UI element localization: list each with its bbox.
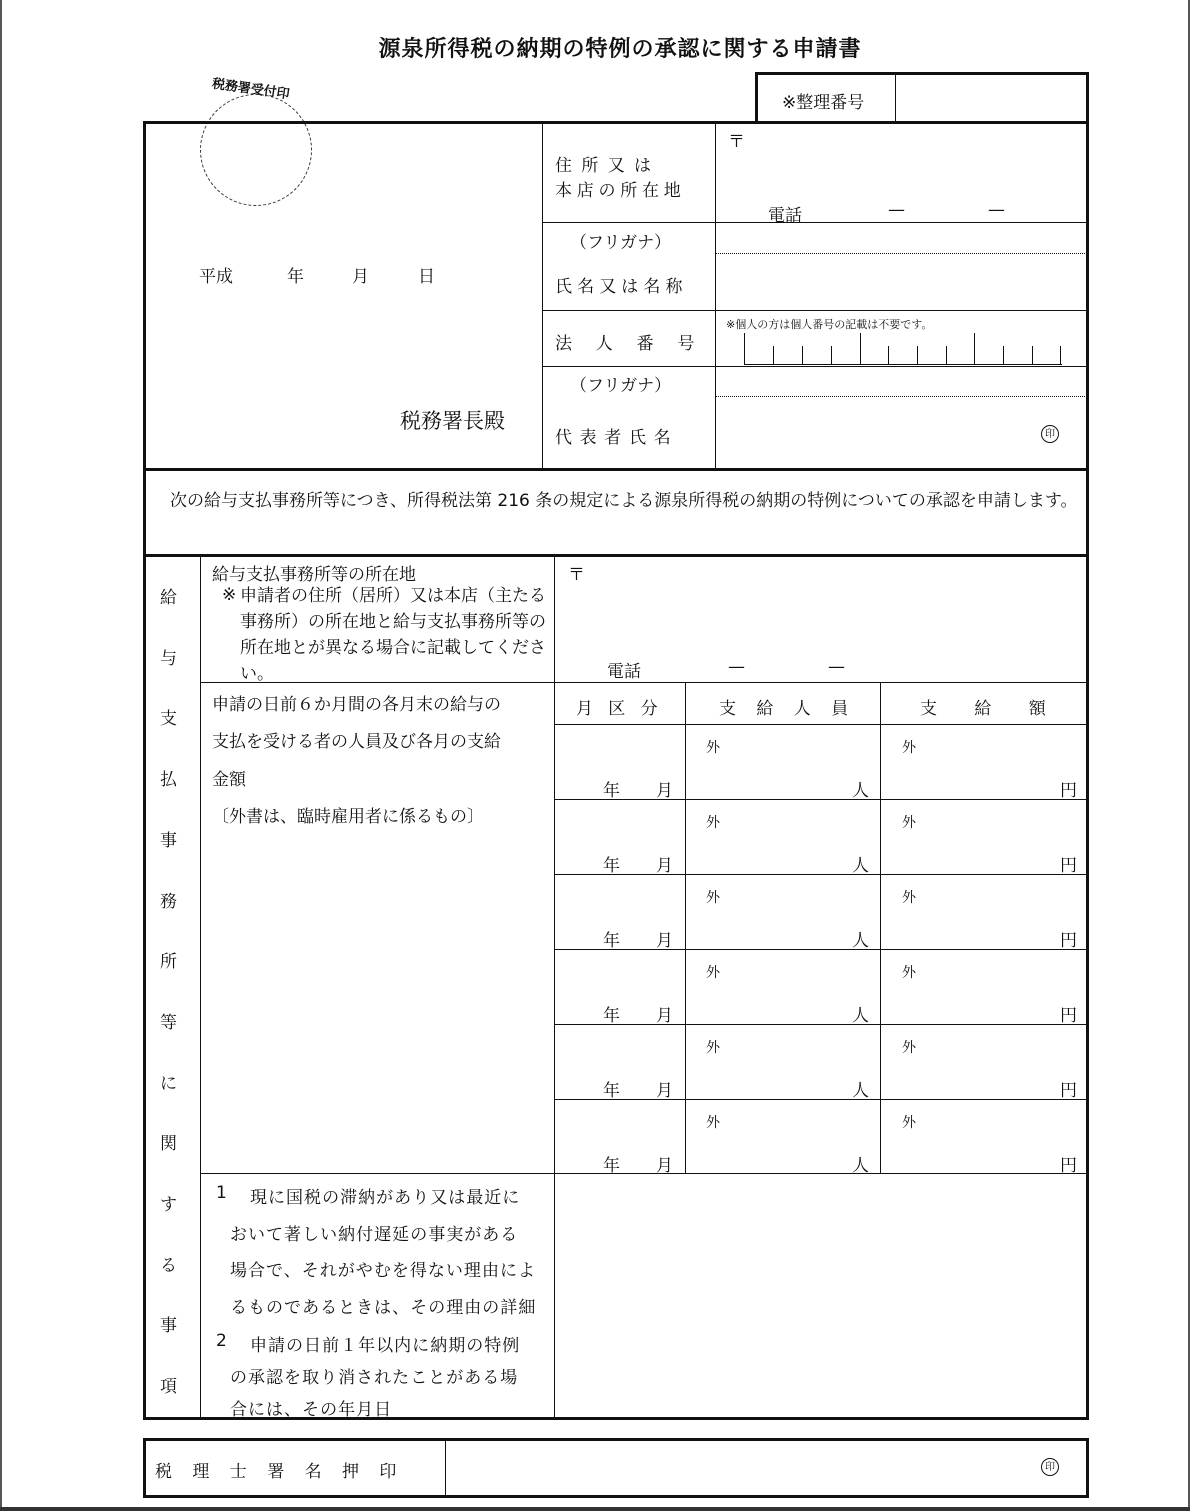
stamp-label: 税務署受付印	[211, 76, 291, 103]
form-title: 源泉所得税の納期の特例の承認に関する申請書	[378, 37, 862, 62]
corp-number-digit-divider	[974, 333, 975, 364]
row-outer-people: 外	[706, 965, 720, 981]
rep-name-field[interactable]	[718, 399, 1086, 467]
col-month: 月区分	[576, 699, 673, 719]
office-phone-label: 電話	[607, 662, 641, 682]
office-address-field[interactable]	[557, 580, 1087, 680]
corp-number-digit-divider	[946, 346, 947, 364]
row-unit-yen: 円	[1060, 781, 1077, 801]
office-phone-dash-1: —	[728, 657, 745, 677]
row-line	[555, 874, 1087, 875]
side-label-char: に	[160, 1073, 177, 1094]
row-line	[555, 1024, 1087, 1025]
mid-divider	[554, 556, 555, 1418]
row-month: 月	[656, 781, 673, 801]
statement-text: 次の給与支払事務所等につき、所得税法第 216 条の規定による源泉所得税の納期の特例についての承認を申請します。	[170, 491, 1078, 511]
row-month: 月	[656, 931, 673, 951]
side-divider	[200, 556, 201, 1418]
tax-accountant-label: 税理士署名押印	[155, 1462, 417, 1482]
row-line	[555, 949, 1087, 950]
payroll-people-field[interactable]	[688, 1027, 878, 1097]
col-amount: 支給額	[920, 699, 1084, 719]
phone-dash-1: —	[888, 200, 905, 220]
note1-line: 場合で、それがやむを得ない理由によ	[230, 1261, 536, 1281]
page-edge-bottom	[0, 1507, 1190, 1511]
corp-number-digit-divider	[917, 346, 918, 364]
date-day: 日	[418, 267, 435, 287]
phone-label: 電話	[768, 206, 802, 226]
row-unit-yen: 円	[1060, 1081, 1077, 1101]
corp-number-digit-divider	[802, 346, 803, 364]
row-outer-people: 外	[706, 740, 720, 756]
payroll-people-field[interactable]	[688, 877, 878, 947]
side-label-char: 務	[160, 891, 177, 912]
note2-line: 合には、その年月日	[230, 1400, 393, 1420]
col-people: 支給人員	[719, 699, 869, 719]
note1-line: るものであるときは、その理由の詳細	[230, 1297, 537, 1318]
side-label-char: 支	[160, 709, 177, 730]
payroll-people-field[interactable]	[688, 802, 878, 872]
office-postal-mark: 〒	[568, 565, 585, 585]
side-label-char: 項	[160, 1377, 177, 1398]
date-era: 平成	[199, 267, 233, 287]
location-note: 申請者の住所（居所）又は本店（主たる事務所）の所在地と給与支払事務所等の所在地とが異なる場合に記載してください。	[240, 586, 546, 684]
row-line	[543, 310, 1087, 311]
addressee: 税務署長殿	[400, 409, 505, 433]
side-label-char: 所	[160, 952, 177, 973]
ref-number-field[interactable]	[898, 75, 1086, 119]
side-label-char: す	[160, 1195, 177, 1215]
address-field[interactable]	[718, 140, 1086, 220]
row-outer-people: 外	[706, 890, 720, 906]
payroll-desc-3: 金額	[212, 770, 246, 790]
tax-accountant-seal-icon: 印	[1041, 1458, 1059, 1476]
row-year: 年	[603, 856, 620, 876]
side-label-char: 払	[160, 770, 177, 791]
payroll-amount-field[interactable]	[883, 952, 1085, 1022]
location-label: 給与支払事務所等の所在地	[212, 565, 416, 585]
row-line	[555, 724, 1087, 725]
furigana-dotted-line	[716, 396, 1087, 397]
note1-line: おいて著しい納付遅延の事実がある	[230, 1224, 519, 1245]
phone-dash-2: —	[988, 200, 1005, 220]
side-label-char: 事	[160, 1316, 177, 1337]
row-unit-people: 人	[852, 931, 869, 951]
row-month: 月	[656, 1006, 673, 1026]
corp-number-digit-divider	[744, 333, 745, 364]
row-outer-people: 外	[706, 815, 720, 831]
row-month: 月	[656, 856, 673, 876]
side-label-char: る	[160, 1255, 177, 1276]
payroll-people-field[interactable]	[688, 1102, 878, 1172]
note1-line: 現に国税の滞納があり又は最近に	[250, 1188, 521, 1208]
row-year: 年	[603, 1081, 620, 1101]
row-year: 年	[603, 1156, 620, 1176]
side-label-char: 与	[160, 648, 177, 669]
rep-name-label: 代表者氏名	[555, 428, 679, 448]
ref-number-divider	[895, 74, 896, 122]
note1-number: 1	[216, 1183, 227, 1203]
address-label-1: 住所又は	[555, 156, 661, 176]
name-field[interactable]	[718, 256, 1086, 308]
note2-line: の承認を取り消されたことがある場	[230, 1368, 519, 1388]
payroll-people-field[interactable]	[688, 727, 878, 797]
row-line	[543, 366, 1087, 367]
payroll-amount-field[interactable]	[883, 727, 1085, 797]
corp-number-digit-divider	[1032, 346, 1033, 364]
payroll-desc-4: 〔外書は、臨時雇用者に係るもの〕	[212, 807, 484, 827]
row-unit-people: 人	[852, 856, 869, 876]
seal-icon: 印	[1041, 425, 1059, 443]
side-label-char: 給	[160, 588, 177, 608]
row-outer-amount: 外	[902, 965, 916, 981]
row-line	[555, 799, 1087, 800]
row-year: 年	[603, 931, 620, 951]
row-unit-yen: 円	[1060, 1156, 1077, 1176]
page-edge-left	[0, 0, 2, 1511]
row-unit-yen: 円	[1060, 1006, 1077, 1026]
location-note-mark: ※	[222, 585, 237, 605]
row-unit-people: 人	[852, 781, 869, 801]
row-unit-people: 人	[852, 1006, 869, 1026]
row-outer-amount: 外	[902, 1040, 916, 1056]
date-year: 年	[287, 267, 304, 287]
row-line	[201, 1173, 1087, 1174]
address-label-2: 本店の所在地	[555, 181, 686, 201]
corp-number-digit-divider	[773, 346, 774, 364]
row-outer-people: 外	[706, 1115, 720, 1131]
name-label: 氏名又は名称	[555, 277, 688, 297]
row-line	[543, 222, 1087, 223]
corp-number-digit-divider	[860, 333, 861, 364]
payroll-amount-field[interactable]	[883, 1102, 1085, 1172]
corp-number-digit-divider	[1003, 346, 1004, 364]
corp-number-note: ※個人の方は個人番号の記載は不要です。	[726, 318, 933, 331]
note2-number: 2	[216, 1331, 227, 1351]
tax-accountant-field[interactable]	[448, 1441, 1086, 1495]
postal-mark: 〒	[728, 132, 745, 152]
rep-furigana-label: （フリガナ）	[570, 376, 672, 396]
row-outer-amount: 外	[902, 740, 916, 756]
row-unit-yen: 円	[1060, 931, 1077, 951]
corp-number-label: 法人番号	[555, 334, 719, 354]
row-outer-amount: 外	[902, 815, 916, 831]
divider-right	[715, 123, 716, 469]
row-outer-amount: 外	[902, 1115, 916, 1131]
row-unit-yen: 円	[1060, 856, 1077, 876]
date-month: 月	[352, 267, 369, 287]
notes-detail-field[interactable]	[557, 1176, 1087, 1416]
note2-line: 申請の日前１年以内に納期の特例	[250, 1336, 521, 1356]
row-unit-people: 人	[852, 1081, 869, 1101]
corp-number-digit-divider	[1060, 346, 1061, 364]
furigana-dotted-line	[716, 253, 1087, 254]
payroll-desc-1: 申請の日前６か月間の各月末の給与の	[212, 695, 501, 715]
tax-accountant-divider	[445, 1440, 446, 1496]
side-label-char: 事	[160, 830, 177, 851]
row-unit-people: 人	[852, 1156, 869, 1176]
row-year: 年	[603, 781, 620, 801]
corp-number-digit-divider	[831, 346, 832, 364]
payroll-amount-field[interactable]	[883, 877, 1085, 947]
side-label-char: 関	[160, 1134, 177, 1155]
row-line	[555, 1099, 1087, 1100]
payroll-amount-field[interactable]	[883, 802, 1085, 872]
row-month: 月	[656, 1081, 673, 1101]
corp-number-baseline	[744, 364, 1062, 365]
side-label-char: 等	[160, 1012, 177, 1033]
row-month: 月	[656, 1156, 673, 1176]
corp-number-digit-divider	[888, 346, 889, 364]
row-outer-amount: 外	[902, 890, 916, 906]
payroll-people-field[interactable]	[688, 952, 878, 1022]
divider-left	[542, 123, 543, 469]
row-year: 年	[603, 1006, 620, 1026]
payroll-amount-field[interactable]	[883, 1027, 1085, 1097]
ref-number-label: ※整理番号	[782, 93, 865, 113]
furigana-label: （フリガナ）	[570, 233, 672, 253]
row-outer-people: 外	[706, 1040, 720, 1056]
payroll-desc-2: 支払を受ける者の人員及び各月の支給	[212, 732, 501, 752]
office-phone-dash-2: —	[828, 657, 845, 677]
